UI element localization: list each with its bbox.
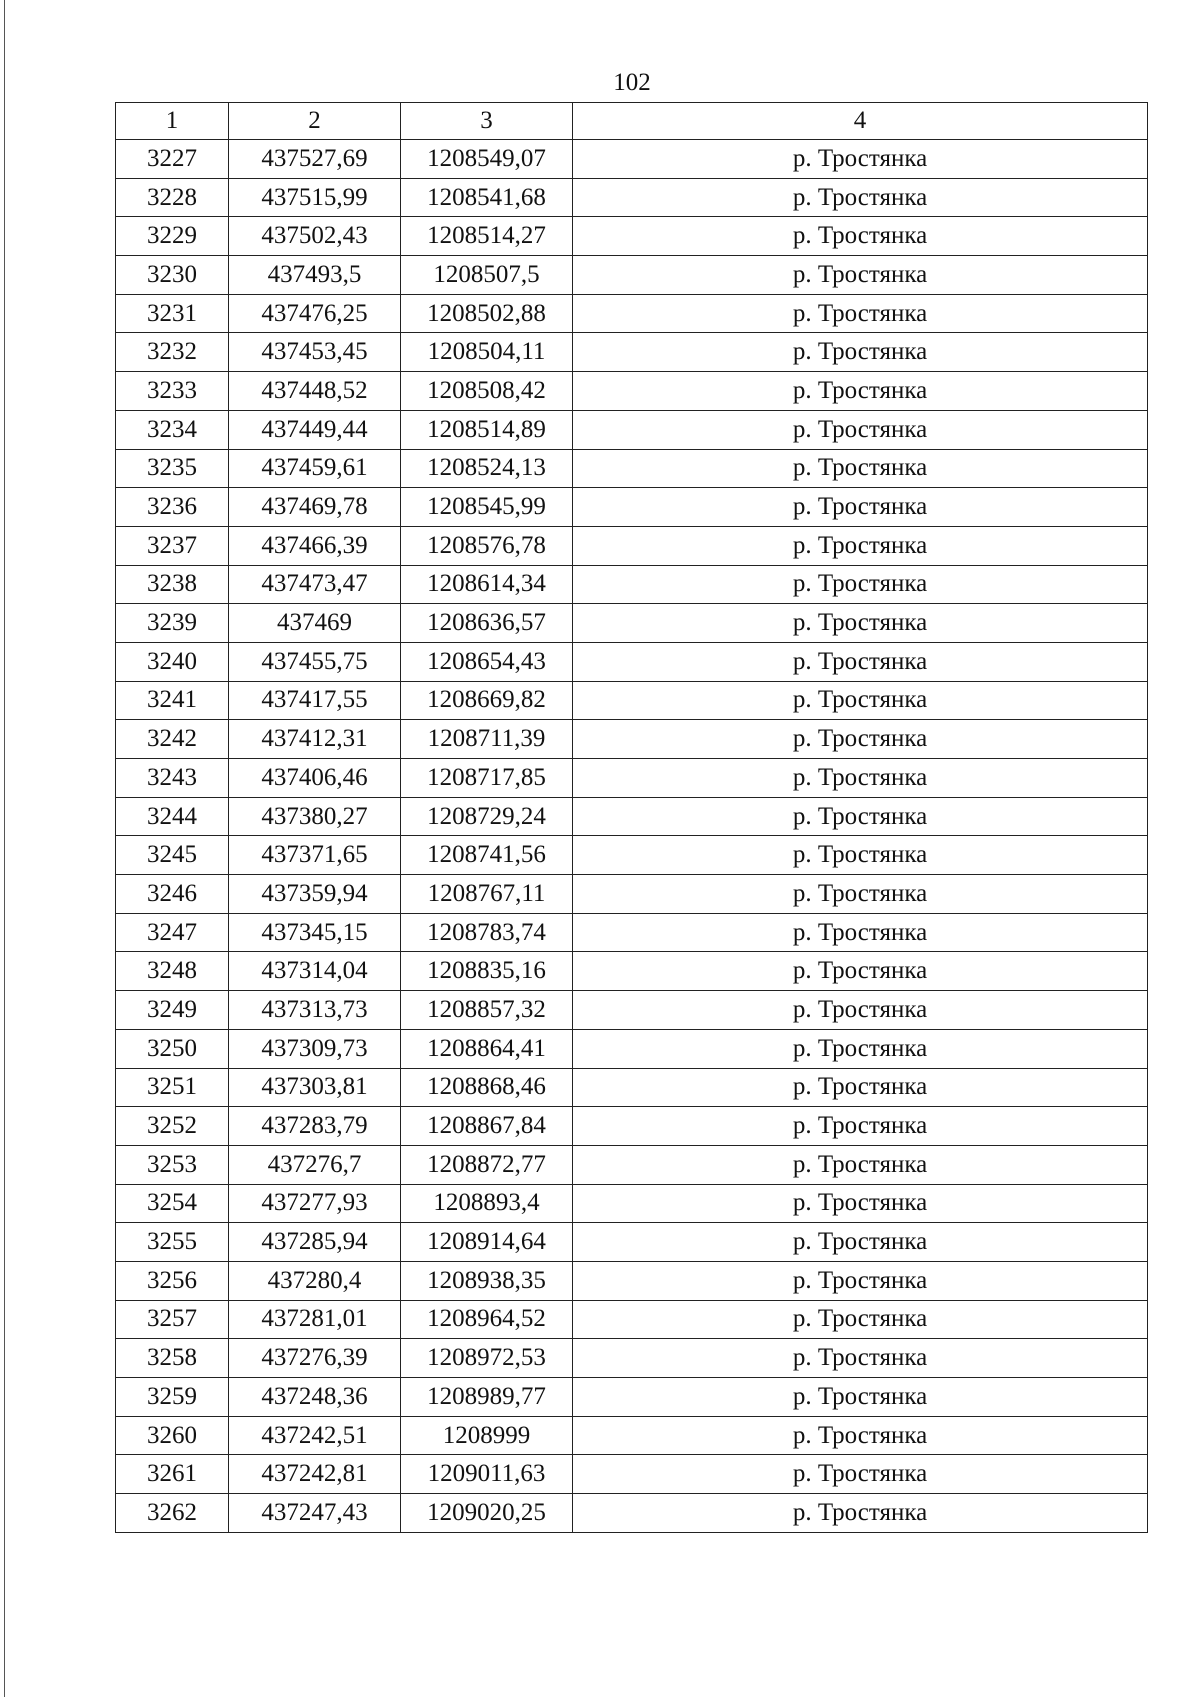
table-row — [116, 178, 1148, 217]
column-header-4: 4 — [573, 103, 1148, 140]
x-coordinate-cell: 437345,15 — [229, 913, 401, 952]
x-coordinate-cell: 437453,45 — [229, 333, 401, 372]
point-number-cell: 3237 — [116, 526, 229, 565]
x-coordinate-cell: 437247,43 — [229, 1494, 401, 1533]
x-coordinate-cell: 437466,39 — [229, 526, 401, 565]
x-coordinate-cell: 437285,94 — [229, 1223, 401, 1262]
point-number-cell: 3239 — [116, 604, 229, 643]
table-row — [116, 449, 1148, 488]
x-coordinate-cell: 437448,52 — [229, 372, 401, 411]
point-number-cell: 3247 — [116, 913, 229, 952]
point-number-cell: 3229 — [116, 217, 229, 256]
y-coordinate-cell: 1208741,56 — [401, 836, 573, 875]
description-cell: р. Тростянка — [573, 1416, 1148, 1455]
point-number-cell: 3244 — [116, 797, 229, 836]
description-cell: р. Тростянка — [573, 217, 1148, 256]
description-cell: р. Тростянка — [573, 488, 1148, 527]
description-cell: р. Тростянка — [573, 1145, 1148, 1184]
point-number-cell: 3231 — [116, 294, 229, 333]
x-coordinate-cell: 437359,94 — [229, 875, 401, 914]
description-cell: р. Тростянка — [573, 1300, 1148, 1339]
description-cell: р. Тростянка — [573, 449, 1148, 488]
point-number-cell: 3246 — [116, 875, 229, 914]
x-coordinate-cell: 437476,25 — [229, 294, 401, 333]
table-row — [116, 333, 1148, 372]
x-coordinate-cell: 437459,61 — [229, 449, 401, 488]
y-coordinate-cell: 1208835,16 — [401, 952, 573, 991]
table-row — [116, 797, 1148, 836]
description-cell: р. Тростянка — [573, 1455, 1148, 1494]
x-coordinate-cell: 437502,43 — [229, 217, 401, 256]
table-row — [116, 875, 1148, 914]
table-body — [116, 140, 1148, 1533]
column-header-2: 2 — [229, 103, 401, 140]
point-number-cell: 3256 — [116, 1261, 229, 1300]
page-left-edge-line — [4, 0, 5, 1697]
table-row — [116, 372, 1148, 411]
point-number-cell: 3251 — [116, 1068, 229, 1107]
point-number-cell: 3259 — [116, 1378, 229, 1417]
y-coordinate-cell: 1208711,39 — [401, 720, 573, 759]
point-number-cell: 3232 — [116, 333, 229, 372]
x-coordinate-cell: 437313,73 — [229, 991, 401, 1030]
point-number-cell: 3243 — [116, 759, 229, 798]
point-number-cell: 3228 — [116, 178, 229, 217]
table-row — [116, 1494, 1148, 1533]
column-header-1: 1 — [116, 103, 229, 140]
y-coordinate-cell: 1208636,57 — [401, 604, 573, 643]
point-number-cell: 3253 — [116, 1145, 229, 1184]
y-coordinate-cell: 1208549,07 — [401, 140, 573, 179]
y-coordinate-cell: 1208938,35 — [401, 1261, 573, 1300]
y-coordinate-cell: 1208989,77 — [401, 1378, 573, 1417]
table-row — [116, 1029, 1148, 1068]
x-coordinate-cell: 437412,31 — [229, 720, 401, 759]
table-row — [116, 256, 1148, 295]
x-coordinate-cell: 437449,44 — [229, 410, 401, 449]
table-row — [116, 1145, 1148, 1184]
y-coordinate-cell: 1208767,11 — [401, 875, 573, 914]
point-number-cell: 3261 — [116, 1455, 229, 1494]
description-cell: р. Тростянка — [573, 759, 1148, 798]
y-coordinate-cell: 1208504,11 — [401, 333, 573, 372]
description-cell: р. Тростянка — [573, 140, 1148, 179]
point-number-cell: 3235 — [116, 449, 229, 488]
column-header-3: 3 — [401, 103, 573, 140]
table-row — [116, 991, 1148, 1030]
table-row — [116, 294, 1148, 333]
table-row — [116, 836, 1148, 875]
description-cell: р. Тростянка — [573, 1029, 1148, 1068]
table-row — [116, 488, 1148, 527]
y-coordinate-cell: 1208857,32 — [401, 991, 573, 1030]
description-cell: р. Тростянка — [573, 372, 1148, 411]
description-cell: р. Тростянка — [573, 1378, 1148, 1417]
y-coordinate-cell: 1208972,53 — [401, 1339, 573, 1378]
point-number-cell: 3255 — [116, 1223, 229, 1262]
x-coordinate-cell: 437417,55 — [229, 681, 401, 720]
x-coordinate-cell: 437380,27 — [229, 797, 401, 836]
y-coordinate-cell: 1208872,77 — [401, 1145, 573, 1184]
description-cell: р. Тростянка — [573, 720, 1148, 759]
point-number-cell: 3230 — [116, 256, 229, 295]
x-coordinate-cell: 437276,7 — [229, 1145, 401, 1184]
point-number-cell: 3254 — [116, 1184, 229, 1223]
y-coordinate-cell: 1208508,42 — [401, 372, 573, 411]
description-cell: р. Тростянка — [573, 410, 1148, 449]
y-coordinate-cell: 1208864,41 — [401, 1029, 573, 1068]
y-coordinate-cell: 1208514,27 — [401, 217, 573, 256]
table-row — [116, 720, 1148, 759]
x-coordinate-cell: 437283,79 — [229, 1107, 401, 1146]
point-number-cell: 3249 — [116, 991, 229, 1030]
y-coordinate-cell: 1208576,78 — [401, 526, 573, 565]
y-coordinate-cell: 1208614,34 — [401, 565, 573, 604]
x-coordinate-cell: 437455,75 — [229, 642, 401, 681]
x-coordinate-cell: 437281,01 — [229, 1300, 401, 1339]
y-coordinate-cell: 1208502,88 — [401, 294, 573, 333]
y-coordinate-cell: 1208729,24 — [401, 797, 573, 836]
description-cell: р. Тростянка — [573, 991, 1148, 1030]
x-coordinate-cell: 437515,99 — [229, 178, 401, 217]
y-coordinate-cell: 1208541,68 — [401, 178, 573, 217]
description-cell: р. Тростянка — [573, 294, 1148, 333]
description-cell: р. Тростянка — [573, 565, 1148, 604]
description-cell: р. Тростянка — [573, 642, 1148, 681]
description-cell: р. Тростянка — [573, 875, 1148, 914]
y-coordinate-cell: 1208654,43 — [401, 642, 573, 681]
description-cell: р. Тростянка — [573, 1184, 1148, 1223]
x-coordinate-cell: 437527,69 — [229, 140, 401, 179]
table-row — [116, 410, 1148, 449]
x-coordinate-cell: 437469,78 — [229, 488, 401, 527]
x-coordinate-cell: 437473,47 — [229, 565, 401, 604]
point-number-cell: 3233 — [116, 372, 229, 411]
x-coordinate-cell: 437469 — [229, 604, 401, 643]
table-row — [116, 565, 1148, 604]
x-coordinate-cell: 437303,81 — [229, 1068, 401, 1107]
description-cell: р. Тростянка — [573, 333, 1148, 372]
coordinates-table — [115, 102, 1148, 1533]
point-number-cell: 3257 — [116, 1300, 229, 1339]
y-coordinate-cell: 1208868,46 — [401, 1068, 573, 1107]
description-cell: р. Тростянка — [573, 1339, 1148, 1378]
table-row — [116, 217, 1148, 256]
table-row — [116, 1378, 1148, 1417]
description-cell: р. Тростянка — [573, 1223, 1148, 1262]
point-number-cell: 3242 — [116, 720, 229, 759]
point-number-cell: 3258 — [116, 1339, 229, 1378]
description-cell: р. Тростянка — [573, 913, 1148, 952]
table-row — [116, 1300, 1148, 1339]
point-number-cell: 3252 — [116, 1107, 229, 1146]
description-cell: р. Тростянка — [573, 952, 1148, 991]
x-coordinate-cell: 437248,36 — [229, 1378, 401, 1417]
description-cell: р. Тростянка — [573, 256, 1148, 295]
table-row — [116, 1455, 1148, 1494]
table-row — [116, 1107, 1148, 1146]
x-coordinate-cell: 437276,39 — [229, 1339, 401, 1378]
y-coordinate-cell: 1208999 — [401, 1416, 573, 1455]
y-coordinate-cell: 1208524,13 — [401, 449, 573, 488]
x-coordinate-cell: 437406,46 — [229, 759, 401, 798]
point-number-cell: 3227 — [116, 140, 229, 179]
point-number-cell: 3245 — [116, 836, 229, 875]
x-coordinate-cell: 437280,4 — [229, 1261, 401, 1300]
description-cell: р. Тростянка — [573, 178, 1148, 217]
table-row — [116, 1339, 1148, 1378]
table-row — [116, 681, 1148, 720]
description-cell: р. Тростянка — [573, 681, 1148, 720]
y-coordinate-cell: 1208669,82 — [401, 681, 573, 720]
y-coordinate-cell: 1208783,74 — [401, 913, 573, 952]
x-coordinate-cell: 437242,81 — [229, 1455, 401, 1494]
y-coordinate-cell: 1208717,85 — [401, 759, 573, 798]
table-row — [116, 759, 1148, 798]
y-coordinate-cell: 1208507,5 — [401, 256, 573, 295]
point-number-cell: 3236 — [116, 488, 229, 527]
x-coordinate-cell: 437242,51 — [229, 1416, 401, 1455]
point-number-cell: 3260 — [116, 1416, 229, 1455]
y-coordinate-cell: 1209011,63 — [401, 1455, 573, 1494]
table-row — [116, 1223, 1148, 1262]
table-row — [116, 952, 1148, 991]
description-cell: р. Тростянка — [573, 836, 1148, 875]
x-coordinate-cell: 437371,65 — [229, 836, 401, 875]
table-row — [116, 1416, 1148, 1455]
point-number-cell: 3262 — [116, 1494, 229, 1533]
x-coordinate-cell: 437309,73 — [229, 1029, 401, 1068]
description-cell: р. Тростянка — [573, 1068, 1148, 1107]
description-cell: р. Тростянка — [573, 526, 1148, 565]
x-coordinate-cell: 437314,04 — [229, 952, 401, 991]
point-number-cell: 3250 — [116, 1029, 229, 1068]
table-row — [116, 1261, 1148, 1300]
y-coordinate-cell: 1208893,4 — [401, 1184, 573, 1223]
y-coordinate-cell: 1208867,84 — [401, 1107, 573, 1146]
x-coordinate-cell: 437493,5 — [229, 256, 401, 295]
y-coordinate-cell: 1209020,25 — [401, 1494, 573, 1533]
point-number-cell: 3234 — [116, 410, 229, 449]
point-number-cell: 3238 — [116, 565, 229, 604]
point-number-cell: 3240 — [116, 642, 229, 681]
table-row — [116, 913, 1148, 952]
point-number-cell: 3241 — [116, 681, 229, 720]
description-cell: р. Тростянка — [573, 604, 1148, 643]
y-coordinate-cell: 1208514,89 — [401, 410, 573, 449]
table-row — [116, 1068, 1148, 1107]
x-coordinate-cell: 437277,93 — [229, 1184, 401, 1223]
point-number-cell: 3248 — [116, 952, 229, 991]
y-coordinate-cell: 1208914,64 — [401, 1223, 573, 1262]
page-number: 102 — [613, 69, 651, 96]
table-row — [116, 604, 1148, 643]
table-row — [116, 1184, 1148, 1223]
description-cell: р. Тростянка — [573, 1494, 1148, 1533]
description-cell: р. Тростянка — [573, 797, 1148, 836]
table-header-row — [116, 103, 1148, 140]
y-coordinate-cell: 1208545,99 — [401, 488, 573, 527]
table-row — [116, 642, 1148, 681]
description-cell: р. Тростянка — [573, 1261, 1148, 1300]
table-row — [116, 140, 1148, 179]
description-cell: р. Тростянка — [573, 1107, 1148, 1146]
y-coordinate-cell: 1208964,52 — [401, 1300, 573, 1339]
table-row — [116, 526, 1148, 565]
